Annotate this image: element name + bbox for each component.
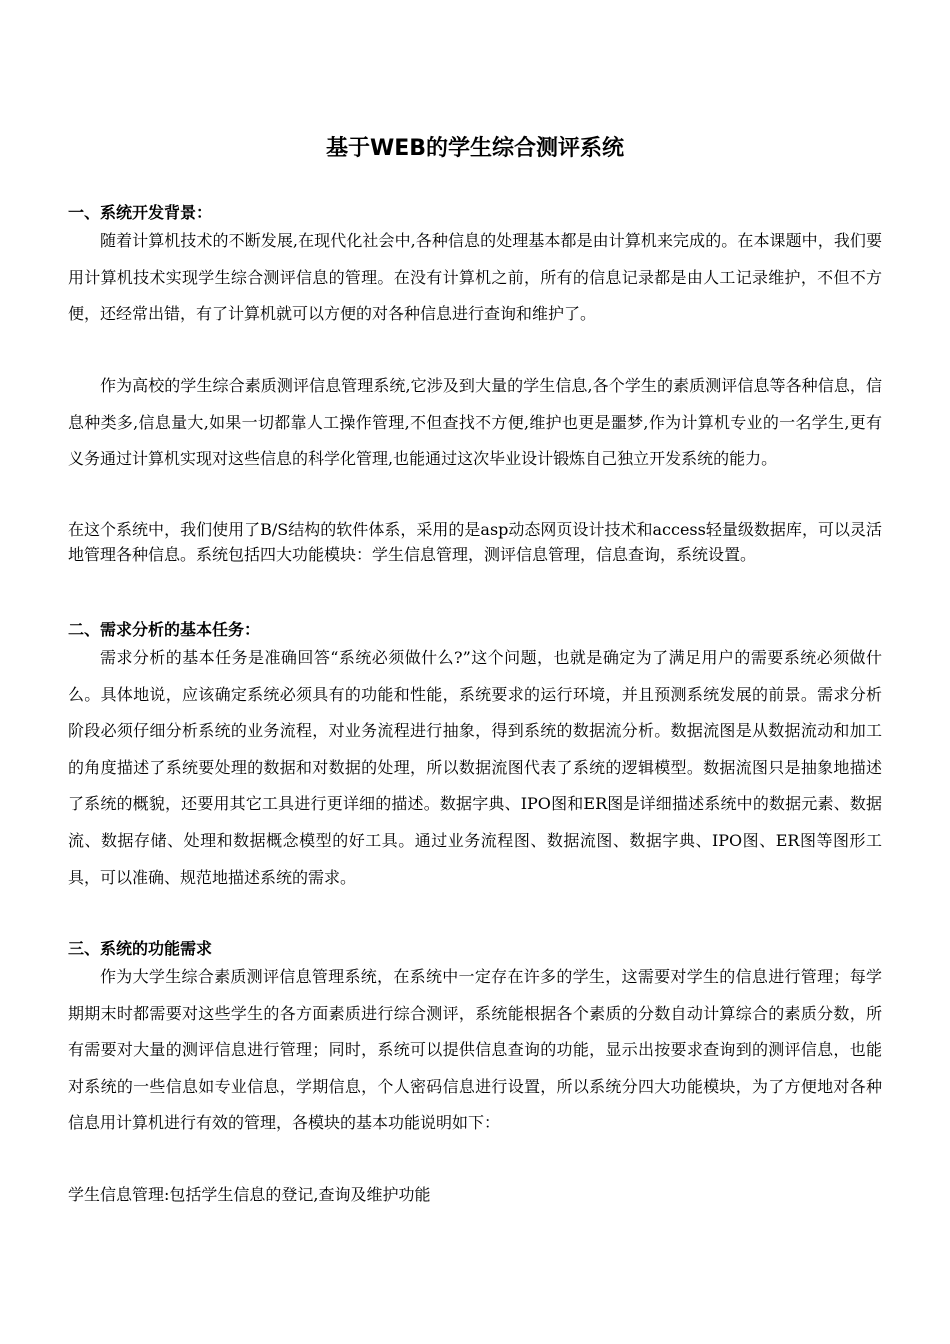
document-title: 基于WEB的学生综合测评系统 [325,136,625,161]
paragraph-background-1: 随着计算机技术的不断发展,在现代化社会中,各种信息的处理基本都是由计算机来完成的。在本课题中，我们要用计算机技术实现学生综合测评信息的管理。在没有计算机之前，所有的信息记录都是由人工记录维护，不但不方便，还经常出错，有了计算机就可以方便的对各种信息进行查询和维护了。 [68,231,882,324]
section-heading-background: 一、系统开发背景： [68,203,213,222]
paragraph-student-info-management: 学生信息管理:包括学生信息的登记,查询及维护功能 [68,1185,431,1204]
section-heading-functional-requirements: 三、系统的功能需求 [68,939,213,958]
section-heading-requirements-task: 二、需求分析的基本任务： [68,620,261,639]
paragraph-requirements-task: 需求分析的基本任务是准确回答“系统必须做什么?”这个问题，也就是确定为了满足用户的需要系统必须做什么。具体地说，应该确定系统必须具有的功能和性能，系统要求的运行环境，并且预测系统发展的前景。需求分析阶段必须仔细分析系统的业务流程，对业务流程进行抽象，得到系统的数据流分析。数据流图是从数据流动和加工的角度描述了系统要处理的数据和对数据的处理，所以数据流图代表了系统的逻辑模型。数据流图只是抽象地描述了系统的概貌，还要用其它工具进行更详细的描述。数据字典、IPO图和ER图是详细描述系统中的数据元素、数据流、数据存储、处理和数据概念模型的好工具。通过业务流程图、数据流图、数据字典、IPO图、ER图等图形工具，可以准确、规范地描述系统的需求。 [68,648,882,887]
paragraph-background-3: 在这个系统中，我们使用了B/S结构的软件体系，采用的是asp动态网页设计技术和access轻量级数据库，可以灵活地管理各种信息。系统包括四大功能模块：学生信息管理，测评信息管理，信息查询，系统设置。 [68,520,882,564]
paragraph-background-2: 作为高校的学生综合素质测评信息管理系统,它涉及到大量的学生信息,各个学生的素质测评信息等各种信息，信息种类多,信息量大,如果一切都靠人工操作管理,不但查找不方便,维护也更是噩梦,作为计算机专业的一名学生,更有义务通过计算机实现对这些信息的科学化管理,也能通过这次毕业设计锻炼自己独立开发系统的能力。 [68,376,882,469]
paragraph-functional-requirements: 作为大学生综合素质测评信息管理系统，在系统中一定存在许多的学生，这需要对学生的信息进行管理；每学期期末时都需要对这些学生的各方面素质进行综合测评，系统能根据各个素质的分数自动计算综合的素质分数，所有需要对大量的测评信息进行管理；同时，系统可以提供信息查询的功能，显示出按要求查询到的测评信息，也能对系统的一些信息如专业信息，学期信息，个人密码信息进行设置，所以系统分四大功能模块，为了方便地对各种信息用计算机进行有效的管理，各模块的基本功能说明如下： [68,967,882,1133]
